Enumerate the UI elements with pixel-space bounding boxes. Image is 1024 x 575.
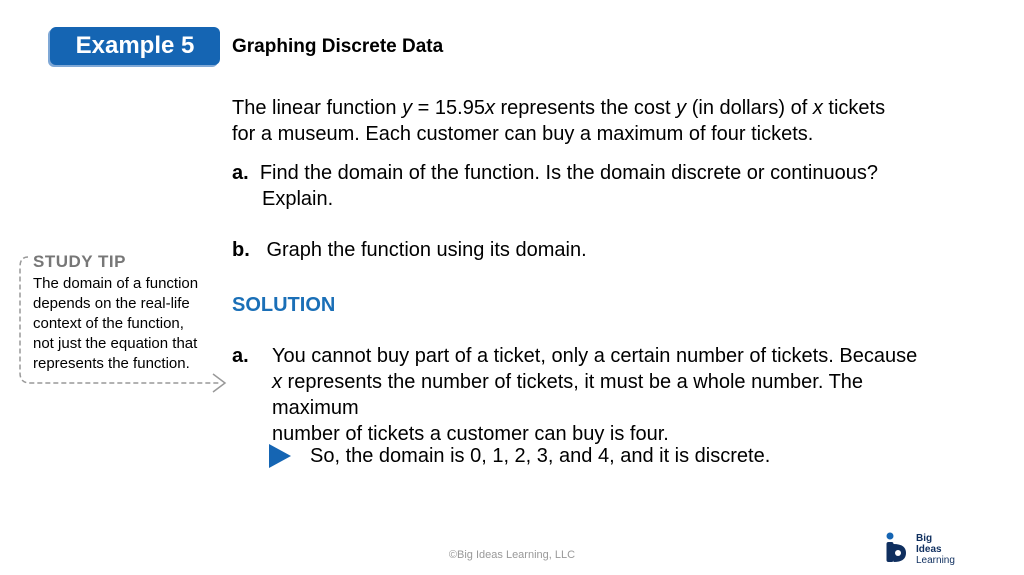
conclusion-text: So, the domain is 0, 1, 2, 3, and 4, and it is discrete.	[310, 445, 771, 467]
problem-text: = 15.95	[412, 97, 485, 119]
part-b-question	[232, 237, 972, 263]
solution-a-line-4: number of tickets a customer can buy is four.	[272, 423, 669, 445]
solution-a-line-2	[272, 369, 972, 395]
study-tip-line: context of the function,	[33, 315, 184, 332]
problem-text: The linear function	[232, 97, 403, 119]
problem-text: (in dollars) of	[686, 97, 813, 119]
example-badge-label: Example 5	[75, 32, 195, 59]
variable-x: x	[484, 97, 495, 119]
big-ideas-logo-text	[916, 533, 955, 566]
part-a-line-2: Explain.	[262, 188, 334, 210]
problem-line-2: for a museum. Each customer can buy a maximum of four tickets.	[232, 123, 814, 145]
problem-text: represents the cost	[494, 97, 677, 119]
big-ideas-logo-icon	[884, 532, 910, 564]
solution-heading: SOLUTION	[232, 294, 336, 316]
solution-a-text	[272, 343, 972, 447]
solution-a-letter: a.	[232, 345, 249, 367]
problem-line-1	[232, 95, 972, 121]
logo-word: Learning	[916, 555, 955, 566]
part-a-line-1: Find the domain of the function. Is the domain discrete or continuous?	[259, 162, 878, 184]
example-badge	[50, 27, 220, 65]
part-a-question	[232, 160, 972, 212]
part-a-letter: a.	[232, 162, 249, 184]
variable-y: y	[676, 97, 687, 119]
study-tip-body	[33, 274, 228, 374]
logo-word: Ideas	[916, 544, 942, 555]
study-tip-line: depends on the real-life	[33, 295, 190, 312]
example-title: Graphing Discrete Data	[232, 36, 444, 57]
variable-x: x	[812, 97, 823, 119]
logo-word: Big	[916, 533, 933, 544]
problem-statement	[232, 95, 972, 147]
study-tip-title: STUDY TIP	[33, 252, 126, 271]
part-b-letter: b.	[232, 239, 250, 261]
solution-a-line-1: You cannot buy part of a ticket, only a certain number of tickets. Because	[272, 345, 918, 367]
big-ideas-logo	[884, 532, 964, 566]
study-tip-line: The domain of a function	[33, 275, 199, 292]
problem-text: tickets	[822, 97, 886, 119]
part-b-text: Graph the function using its domain.	[266, 239, 587, 261]
solution-a-line-3: maximum	[272, 397, 359, 419]
copyright-footer: ©Big Ideas Learning, LLC	[448, 549, 576, 561]
variable-x: x	[272, 371, 282, 393]
study-tip-line: not just the equation that	[33, 335, 198, 352]
solution-text: represents the number of tickets, it must be a whole number. The	[282, 371, 864, 393]
variable-y: y	[402, 97, 413, 119]
conclusion-arrow-icon	[268, 443, 292, 469]
study-tip-line: represents the function.	[33, 355, 190, 372]
